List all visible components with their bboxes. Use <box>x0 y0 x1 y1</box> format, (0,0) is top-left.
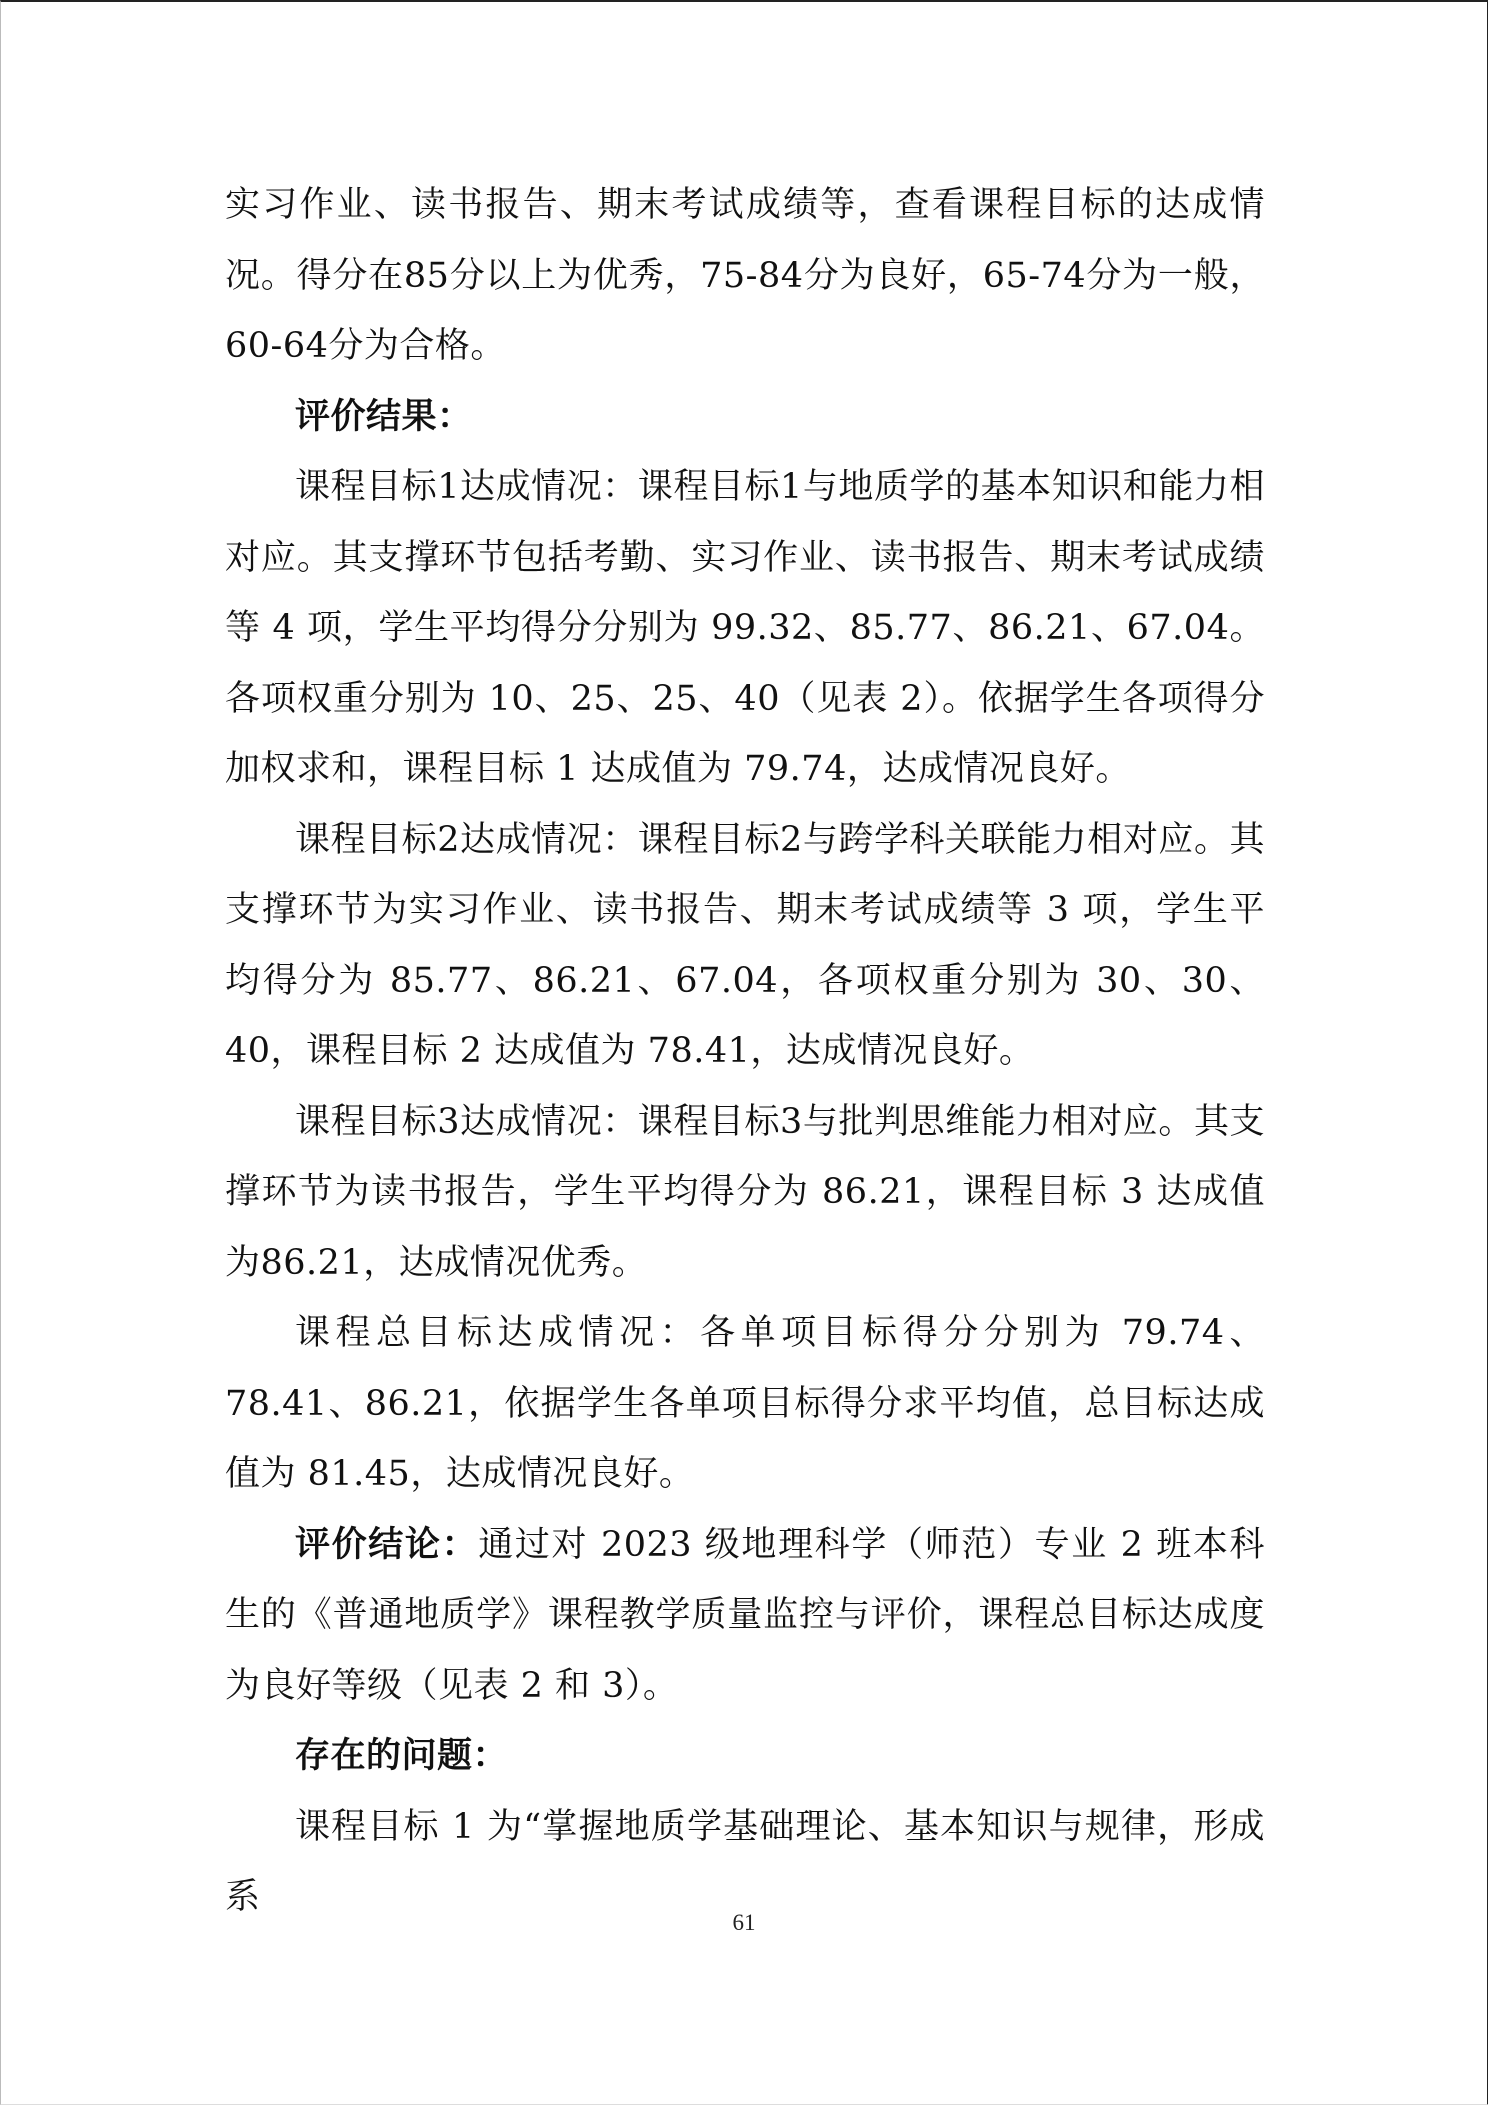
paragraph-problem-1: 课程目标 1 为“掌握地质学基础理论、基本知识与规律，形成系 <box>225 1806 1265 1917</box>
paragraph-overall-objective: 课程总目标达成情况：各单项目标得分分别为 79.74、78.41、86.21，依据学生各单项目标得分求平均值，总目标达成值为 81.45，达成情况良好。 <box>225 1313 1265 1494</box>
document-body <box>225 170 1265 1933</box>
paragraph-continuation: 实习作业、读书报告、期末考试成绩等，查看课程目标的达成情况。得分在85分以上为优秀，75-84分为良好，65-74分为一般，60-64分为合格。 <box>225 185 1265 366</box>
paragraph-objective-3: 课程目标3达成情况：课程目标3与批判思维能力相对应。其支撑环节为读书报告，学生平均得分为 86.21，课程目标 3 达成值为86.21，达成情况优秀。 <box>225 1101 1265 1283</box>
page-number: 61 <box>732 1910 756 1935</box>
conclusion-lead: 评价结论： <box>295 1523 479 1565</box>
heading-existing-problems: 存在的问题： <box>295 1735 509 1776</box>
paragraph-objective-2: 课程目标2达成情况：课程目标2与跨学科关联能力相对应。其支撑环节为实习作业、读书报告、期末考试成绩等 3 项，学生平均得分为 85.77、86.21、67.04，各项权重分别为 30、30、40，课程目标 2 达成值为 78.41，达成情况良好。 <box>225 819 1265 1071</box>
heading-evaluation-results: 评价结果： <box>295 395 473 437</box>
paragraph-objective-1: 课程目标1达成情况：课程目标1与地质学的基本知识和能力相对应。其支撑环节包括考勤、实习作业、读书报告、期末考试成绩等 4 项，学生平均得分分别为 99.32、85.77、86.21、67.04。各项权重分别为 10、25、25、40（见表 2）。依据学生各项得分加权求和，课程目标 1 达成值为 79.74，达成情况良好。 <box>225 467 1265 789</box>
conclusion-text: 通过对 2023 级地理科学（师范）专业 2 班本科生的《普通地质学》课程教学质量监控与评价，课程总目标达成度为良好等级（见表 2 和 3）。 <box>225 1524 1265 1706</box>
paragraph-evaluation-conclusion <box>225 1510 1265 1722</box>
